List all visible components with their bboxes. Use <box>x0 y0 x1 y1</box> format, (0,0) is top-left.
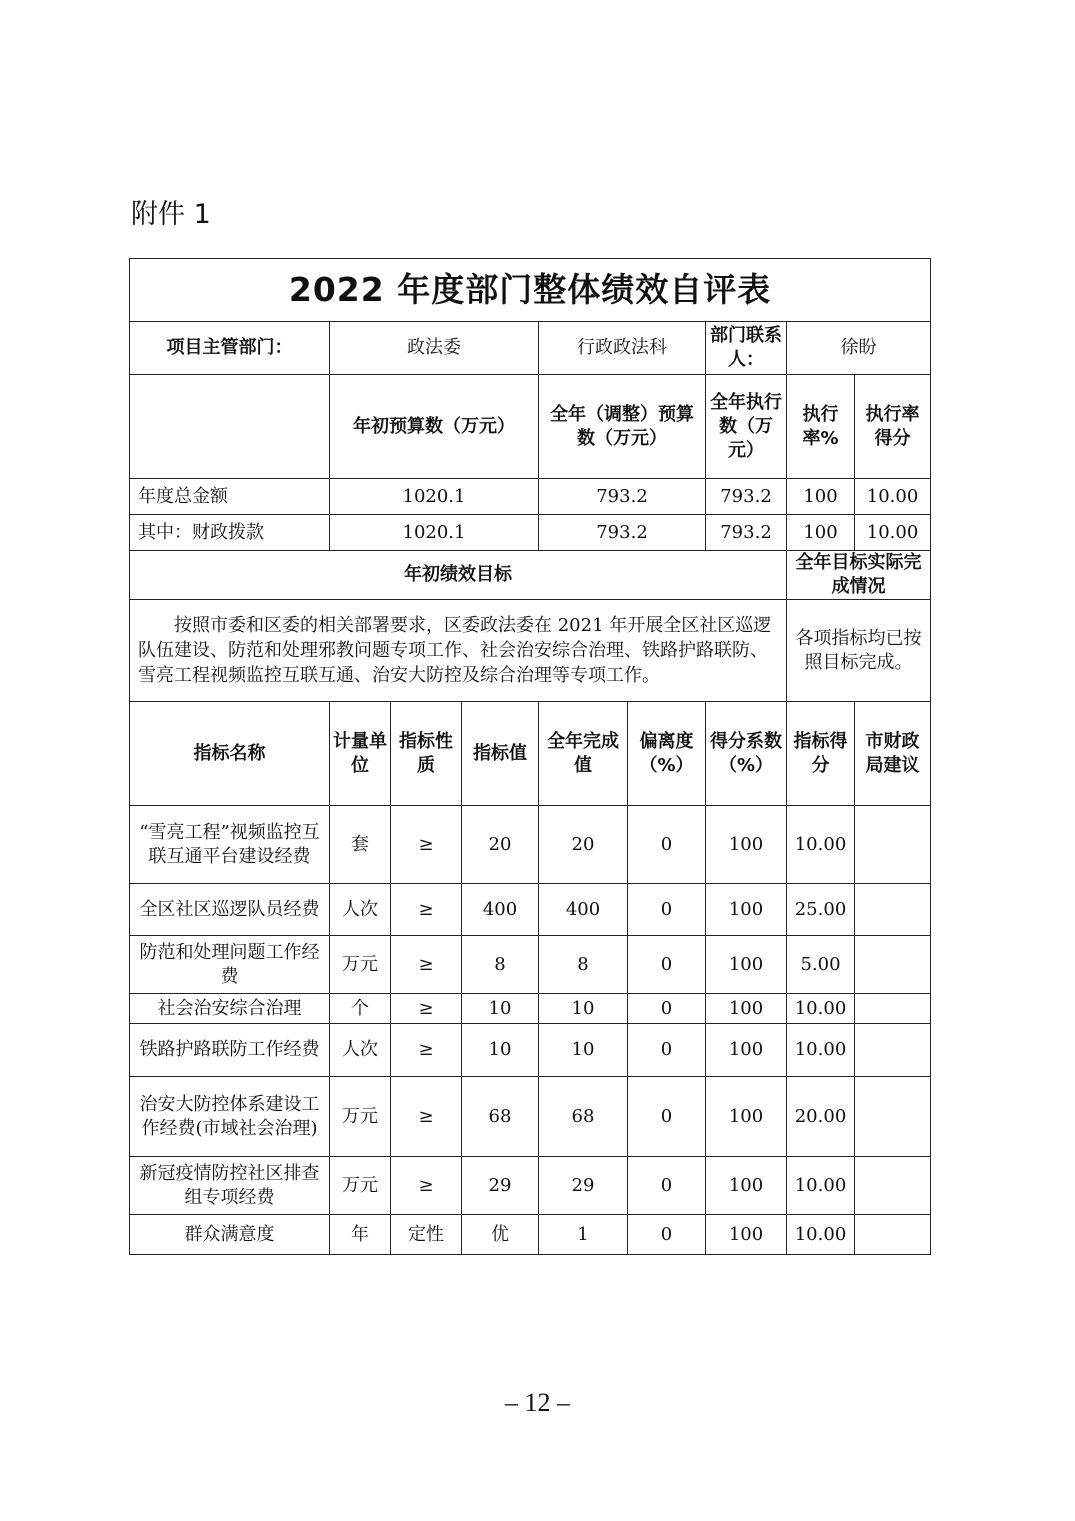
contact-label: 部门联系人： <box>706 322 787 375</box>
indicator-name: “雪亮工程”视频监控互联互通平台建设经费 <box>130 806 330 884</box>
indicator-unit: 万元 <box>330 1077 391 1157</box>
indicator-nature: 定性 <box>391 1215 462 1255</box>
budget-header-row <box>130 375 931 479</box>
indicator-score: 10.00 <box>787 1024 855 1077</box>
indicator-nature: ≥ <box>391 1157 462 1215</box>
indicator-deviation: 0 <box>628 806 706 884</box>
budget-row-label: 其中：财政拨款 <box>130 515 330 551</box>
budget-row-rate: 100 <box>787 515 855 551</box>
page-number: – 12 – <box>505 1388 570 1417</box>
indicator-advice <box>855 1024 931 1077</box>
indicator-score: 10.00 <box>787 806 855 884</box>
indicator-name: 群众满意度 <box>130 1215 330 1255</box>
indicator-header-actual: 全年完成值 <box>539 702 628 806</box>
indicator-coef: 100 <box>706 994 787 1024</box>
table-title: 2022 年度部门整体绩效自评表 <box>130 259 931 322</box>
indicator-advice <box>855 936 931 994</box>
indicator-score: 20.00 <box>787 1077 855 1157</box>
indicator-advice <box>855 1215 931 1255</box>
indicator-nature: ≥ <box>391 806 462 884</box>
info-row <box>130 322 931 375</box>
indicator-value: 29 <box>462 1157 539 1215</box>
indicator-row <box>130 1157 931 1215</box>
budget-row-rate: 100 <box>787 479 855 515</box>
indicator-nature: ≥ <box>391 994 462 1024</box>
budget-row-adjusted: 793.2 <box>539 515 706 551</box>
indicator-advice <box>855 806 931 884</box>
indicator-unit: 人次 <box>330 1024 391 1077</box>
indicator-deviation: 0 <box>628 1215 706 1255</box>
indicator-unit: 万元 <box>330 1157 391 1215</box>
indicator-score: 10.00 <box>787 1215 855 1255</box>
indicator-nature: ≥ <box>391 884 462 936</box>
indicator-actual: 10 <box>539 1024 628 1077</box>
indicator-unit: 年 <box>330 1215 391 1255</box>
dept-label: 项目主管部门： <box>130 322 330 375</box>
indicator-value: 8 <box>462 936 539 994</box>
indicator-advice <box>855 994 931 1024</box>
indicator-header-nature: 指标性质 <box>391 702 462 806</box>
indicator-deviation: 0 <box>628 994 706 1024</box>
indicator-nature: ≥ <box>391 1077 462 1157</box>
indicator-header-name: 指标名称 <box>130 702 330 806</box>
indicator-header-advice: 市财政局建议 <box>855 702 931 806</box>
indicator-unit: 人次 <box>330 884 391 936</box>
indicator-value: 10 <box>462 994 539 1024</box>
indicator-deviation: 0 <box>628 884 706 936</box>
indicator-actual: 68 <box>539 1077 628 1157</box>
indicator-actual: 8 <box>539 936 628 994</box>
indicator-row <box>130 884 931 936</box>
completion-header: 全年目标实际完成情况 <box>787 551 931 600</box>
budget-row-label: 年度总金额 <box>130 479 330 515</box>
indicator-deviation: 0 <box>628 1077 706 1157</box>
indicator-value: 10 <box>462 1024 539 1077</box>
goal-header-row <box>130 551 931 600</box>
indicator-header-value: 指标值 <box>462 702 539 806</box>
indicator-score: 25.00 <box>787 884 855 936</box>
indicator-coef: 100 <box>706 806 787 884</box>
indicator-deviation: 0 <box>628 936 706 994</box>
budget-header-rate: 执行率% <box>787 375 855 479</box>
indicator-advice <box>855 884 931 936</box>
indicator-advice <box>855 1077 931 1157</box>
indicator-row <box>130 1215 931 1255</box>
attachment-label: 附件 1 <box>131 199 211 230</box>
dept-value: 政法委 <box>330 322 539 375</box>
indicator-deviation: 0 <box>628 1157 706 1215</box>
indicator-deviation: 0 <box>628 1024 706 1077</box>
budget-header-blank <box>130 375 330 479</box>
indicator-row <box>130 1077 931 1157</box>
budget-header-score: 执行率得分 <box>855 375 931 479</box>
indicator-unit: 个 <box>330 994 391 1024</box>
indicator-coef: 100 <box>706 1077 787 1157</box>
indicator-value: 400 <box>462 884 539 936</box>
indicator-actual: 20 <box>539 806 628 884</box>
indicator-name: 防范和处理问题工作经费 <box>130 936 330 994</box>
budget-row <box>130 479 931 515</box>
budget-row-adjusted: 793.2 <box>539 479 706 515</box>
indicator-advice <box>855 1157 931 1215</box>
budget-row-executed: 793.2 <box>706 515 787 551</box>
indicator-actual: 400 <box>539 884 628 936</box>
indicator-score: 5.00 <box>787 936 855 994</box>
indicator-header-coef: 得分系数（%） <box>706 702 787 806</box>
indicator-row <box>130 806 931 884</box>
indicator-header-unit: 计量单位 <box>330 702 391 806</box>
indicator-value: 68 <box>462 1077 539 1157</box>
indicator-name: 铁路护路联防工作经费 <box>130 1024 330 1077</box>
indicator-actual: 29 <box>539 1157 628 1215</box>
indicator-coef: 100 <box>706 1157 787 1215</box>
budget-header-adjusted: 全年（调整）预算数（万元） <box>539 375 706 479</box>
indicator-unit: 万元 <box>330 936 391 994</box>
indicator-nature: ≥ <box>391 1024 462 1077</box>
indicator-coef: 100 <box>706 936 787 994</box>
budget-row <box>130 515 931 551</box>
performance-evaluation-table <box>129 258 931 1255</box>
indicator-nature: ≥ <box>391 936 462 994</box>
indicator-row <box>130 1024 931 1077</box>
indicator-unit: 套 <box>330 806 391 884</box>
budget-row-initial: 1020.1 <box>330 515 539 551</box>
indicator-row <box>130 936 931 994</box>
budget-row-score: 10.00 <box>855 479 931 515</box>
indicator-value: 20 <box>462 806 539 884</box>
completion-text: 各项指标均已按照目标完成。 <box>787 600 931 702</box>
budget-row-score: 10.00 <box>855 515 931 551</box>
budget-row-initial: 1020.1 <box>330 479 539 515</box>
indicator-name: 社会治安综合治理 <box>130 994 330 1024</box>
indicator-name: 新冠疫情防控社区排查组专项经费 <box>130 1157 330 1215</box>
indicator-name: 全区社区巡逻队员经费 <box>130 884 330 936</box>
indicator-header-row <box>130 702 931 806</box>
goal-header: 年初绩效目标 <box>130 551 787 600</box>
goal-row <box>130 600 931 702</box>
contact-value: 徐盼 <box>787 322 931 375</box>
budget-header-initial: 年初预算数（万元） <box>330 375 539 479</box>
section-value: 行政政法科 <box>539 322 706 375</box>
goal-text: 按照市委和区委的相关部署要求，区委政法委在 2021 年开展全区社区巡逻队伍建设、防范和处理邪教问题专项工作、社会治安综合治理、铁路护路联防、雪亮工程视频监控互联互通、治安大防控及综合治理等专项工作。 <box>130 600 787 702</box>
indicator-coef: 100 <box>706 1215 787 1255</box>
indicator-score: 10.00 <box>787 994 855 1024</box>
indicator-row <box>130 994 931 1024</box>
indicator-score: 10.00 <box>787 1157 855 1215</box>
indicator-name: 治安大防控体系建设工作经费(市域社会治理) <box>130 1077 330 1157</box>
indicator-header-score: 指标得分 <box>787 702 855 806</box>
indicator-actual: 10 <box>539 994 628 1024</box>
indicator-coef: 100 <box>706 884 787 936</box>
indicator-actual: 1 <box>539 1215 628 1255</box>
indicator-header-deviation: 偏离度（%） <box>628 702 706 806</box>
indicator-coef: 100 <box>706 1024 787 1077</box>
budget-header-executed: 全年执行数（万元） <box>706 375 787 479</box>
indicator-value: 优 <box>462 1215 539 1255</box>
budget-row-executed: 793.2 <box>706 479 787 515</box>
